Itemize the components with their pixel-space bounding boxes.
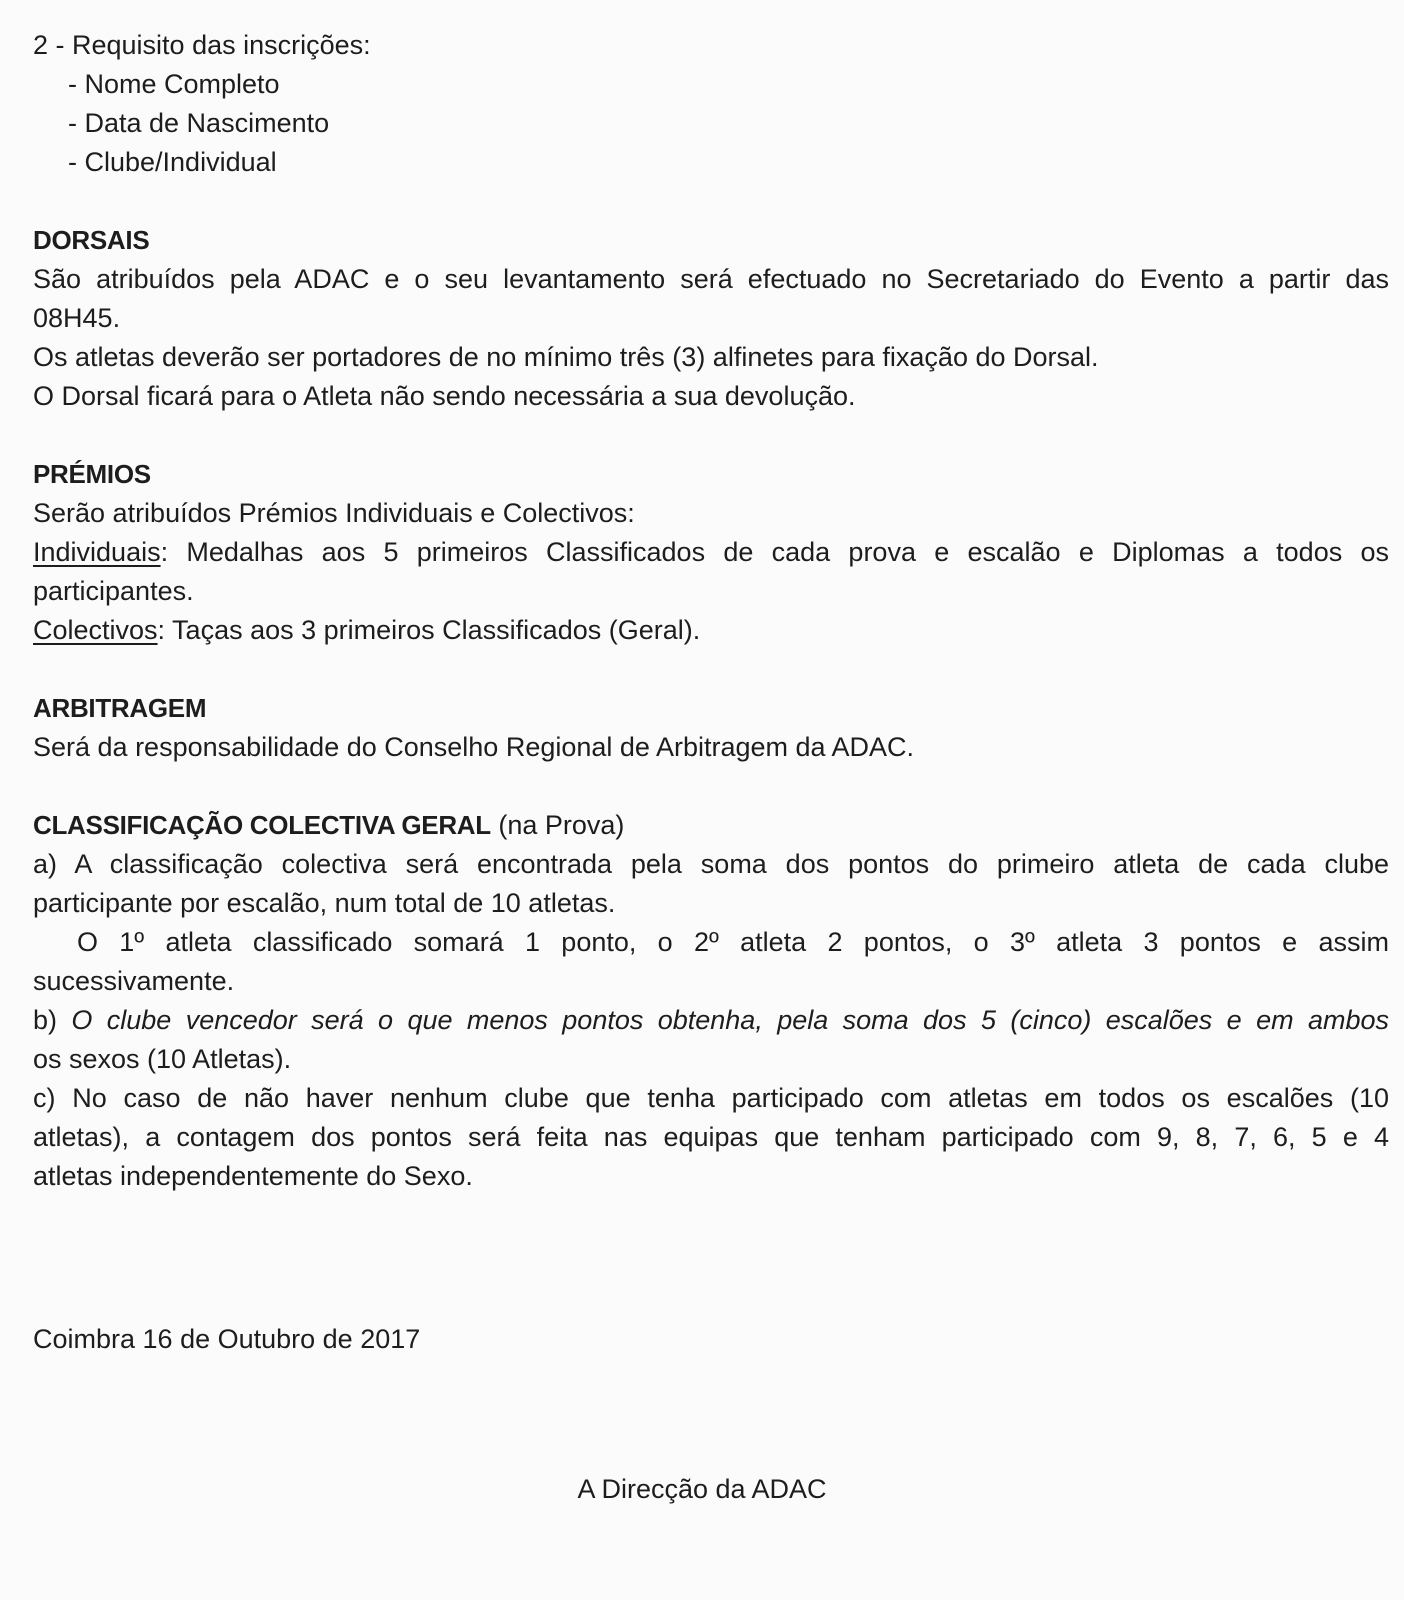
classificacao-c-line: atletas), a contagem dos pontos será feita nas equipas que tenham participado com 9, 8, 7, 6, 5 e 4 — [33, 1122, 1389, 1152]
arbitragem-text: Será da responsabilidade do Conselho Regional de Arbitragem da ADAC. — [33, 732, 915, 762]
document-body — [33, 26, 1389, 1196]
classificacao-b-line — [33, 1001, 1389, 1040]
premios-intro: Serão atribuídos Prémios Individuais e Colectivos: — [33, 498, 635, 528]
premios-individuais-line2: participantes. — [33, 576, 194, 606]
premios-section — [33, 455, 1389, 650]
dorsais-line: 08H45. — [33, 303, 121, 333]
classificacao-a-line: participante por escalão, num total de 10 atletas. — [33, 888, 616, 918]
arbitragem-section — [33, 689, 1389, 767]
dorsais-line: Os atletas deverão ser portadores de no mínimo três (3) alfinetes para fixação do Dorsal. — [33, 342, 1099, 372]
classificacao-b-prefix: b) — [33, 1005, 72, 1035]
individuais-text: : Medalhas aos 5 primeiros Classificados de cada prova e escalão e Diplomas a todos os — [160, 537, 1389, 567]
colectivos-text: : Taças aos 3 primeiros Classificados (Geral). — [157, 615, 701, 645]
requisito-item: - Nome Completo — [68, 69, 280, 99]
classificacao-a-line: sucessivamente. — [33, 966, 235, 996]
classificacao-heading-suffix: (na Prova) — [490, 810, 625, 840]
classificacao-c-line: c) No caso de não haver nenhum clube que tenha participado com atletas em todos os escalões (10 — [33, 1083, 1389, 1113]
dorsais-section — [33, 221, 1389, 416]
premios-heading: PRÉMIOS — [33, 459, 151, 489]
colectivos-label: Colectivos — [33, 615, 158, 645]
classificacao-a-line: a) A classificação colectiva será encontrada pela soma dos pontos do primeiro atleta de cada clube — [33, 849, 1389, 879]
classificacao-c-line: atletas independentemente do Sexo. — [33, 1161, 473, 1191]
requisitos-title: 2 - Requisito das inscrições: — [33, 30, 371, 60]
dorsais-line: O Dorsal ficará para o Atleta não sendo necessária a sua devolução. — [33, 381, 856, 411]
premios-colectivos-line — [33, 611, 1389, 650]
classificacao-heading: CLASSIFICAÇÃO COLECTIVA GERAL — [33, 810, 491, 840]
dorsais-heading: DORSAIS — [33, 225, 150, 255]
classificacao-b-line: os sexos (10 Atletas). — [33, 1044, 292, 1074]
arbitragem-heading: ARBITRAGEM — [33, 693, 207, 723]
document-date: Coimbra 16 de Outubro de 2017 — [33, 1324, 421, 1354]
document-signature: A Direcção da ADAC — [577, 1474, 827, 1504]
dorsais-line: São atribuídos pela ADAC e o seu levantamento será efectuado no Secretariado do Evento a partir das — [33, 264, 1389, 294]
premios-individuais-line — [33, 533, 1389, 572]
classificacao-a-line: O 1º atleta classificado somará 1 ponto, o 2º atleta 2 pontos, o 3º atleta 3 pontos e assim — [77, 927, 1389, 957]
classificacao-heading-line — [33, 806, 1389, 845]
classificacao-b-text: O clube vencedor será o que menos pontos obtenha, pela soma dos 5 (cinco) escalões e em ambos — [71, 1005, 1389, 1035]
individuais-label: Individuais — [33, 537, 161, 567]
classificacao-section — [33, 806, 1389, 1196]
requisitos-section — [33, 26, 1389, 182]
requisito-item: - Data de Nascimento — [68, 108, 330, 138]
requisito-item: - Clube/Individual — [68, 147, 277, 177]
